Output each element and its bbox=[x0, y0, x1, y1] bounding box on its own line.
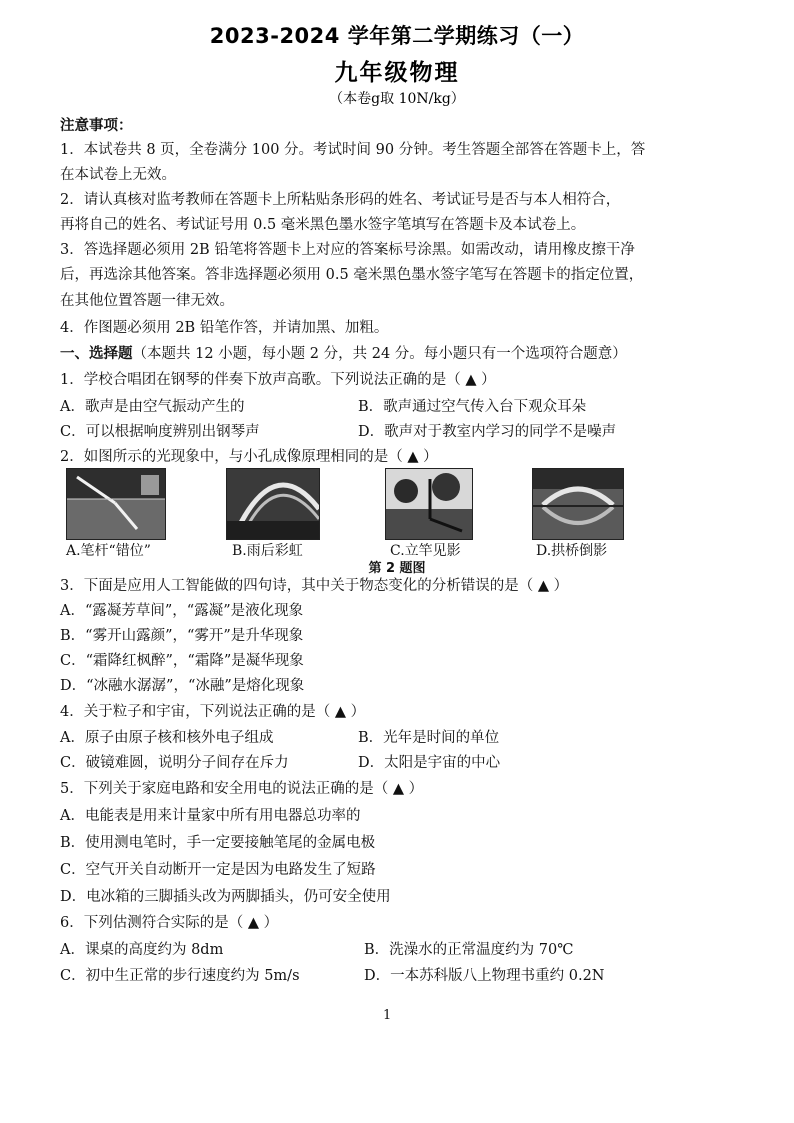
option-c: C．破镜难圆，说明分子间存在斥力 bbox=[60, 755, 289, 771]
figure-caption: A.笔杆“错位” bbox=[66, 543, 151, 559]
option-b: B．歌声通过空气传入台下观众耳朵 bbox=[358, 399, 587, 415]
option-d: D．太阳是宇宙的中心 bbox=[358, 755, 501, 771]
figure-rainbow bbox=[226, 468, 320, 540]
option-a: A．课桌的高度约为 8dm bbox=[60, 942, 224, 958]
figure-title: 第 2 题图 bbox=[368, 561, 426, 576]
question-stem: 4．关于粒子和宇宙，下列说法正确的是（ ▲ ） bbox=[60, 704, 366, 720]
option-a: A．歌声是由空气振动产生的 bbox=[60, 399, 245, 415]
exam-subject: 九年级物理 bbox=[334, 60, 460, 86]
option-c: C．空气开关自动断开一定是因为电路发生了短路 bbox=[60, 862, 376, 878]
notice-line: 4．作图题必须用 2B 铅笔作答，并请加黑、加粗。 bbox=[60, 320, 389, 336]
notice-heading: 注意事项： bbox=[60, 118, 133, 134]
option-a: A．原子由原子核和核外电子组成 bbox=[60, 730, 274, 746]
option-a: A．电能表是用来计量家中所有用电器总功率的 bbox=[60, 808, 361, 824]
page-number: 1 bbox=[383, 1008, 392, 1023]
option-c: C．可以根据响度辨别出钢琴声 bbox=[60, 424, 260, 440]
section-title: 一、选择题 bbox=[60, 346, 133, 362]
option-d: D．歌声对于教室内学习的同学不是噪声 bbox=[358, 424, 617, 440]
option-d: D．一本苏科版八上物理书重约 0.2N bbox=[364, 968, 605, 984]
notice-line: 2．请认真核对监考教师在答题卡上所粘贴条形码的姓名、考试证号是否与本人相符合， bbox=[60, 192, 621, 208]
question-stem: 1．学校合唱团在钢琴的伴奏下放声高歌。下列说法正确的是（ ▲ ） bbox=[60, 372, 496, 388]
figure-bridge-reflection bbox=[532, 468, 624, 540]
notice-line: 1．本试卷共 8 页，全卷满分 100 分。考试时间 90 分钟。考生答题全部答在答题卡上，答 bbox=[60, 142, 646, 158]
figure-caption: C.立竿见影 bbox=[390, 543, 461, 559]
section-desc: （本题共 12 小题，每小题 2 分，共 24 分。每小题只有一个选项符合题意） bbox=[132, 346, 627, 362]
figure-caption: D.拱桥倒影 bbox=[536, 543, 608, 559]
option-d: D．“冰融水潺潺”，“冰融”是熔化现象 bbox=[60, 678, 305, 694]
notice-line: 3．答选择题必须用 2B 铅笔将答题卡上对应的答案标号涂黑。如需改动，请用橡皮擦干净 bbox=[60, 242, 635, 258]
option-b: B．光年是时间的单位 bbox=[358, 730, 500, 746]
notice-line: 在本试卷上无效。 bbox=[60, 167, 176, 183]
option-c: C．初中生正常的步行速度约为 5m/s bbox=[60, 968, 300, 984]
option-b: B．使用测电笔时，手一定要接触笔尾的金属电极 bbox=[60, 835, 376, 851]
question-stem: 3．下面是应用人工智能做的四句诗，其中关于物态变化的分析错误的是（ ▲ ） bbox=[60, 578, 569, 594]
question-stem: 5．下列关于家庭电路和安全用电的说法正确的是（ ▲ ） bbox=[60, 781, 424, 797]
option-d: D．电冰箱的三脚插头改为两脚插头，仍可安全使用 bbox=[60, 889, 391, 905]
option-b: B．“雾开山露颜”，“雾开”是升华现象 bbox=[60, 628, 304, 644]
option-b: B．洗澡水的正常温度约为 70℃ bbox=[364, 942, 574, 958]
exam-note-g: （本卷g取 10N/kg） bbox=[329, 91, 465, 107]
figure-caption: B.雨后彩虹 bbox=[232, 543, 303, 559]
option-a: A．“露凝芳草间”，“露凝”是液化现象 bbox=[60, 603, 304, 619]
option-c: C．“霜降红枫醉”，“霜降”是凝华现象 bbox=[60, 653, 304, 669]
section-heading bbox=[60, 344, 627, 364]
figure-shadow-pole bbox=[385, 468, 473, 540]
notice-line: 后，再选涂其他答案。答非选择题必须用 0.5 毫米黑色墨水签字笔写在答题卡的指定位置， bbox=[60, 267, 644, 283]
notice-line: 在其他位置答题一律无效。 bbox=[60, 293, 234, 309]
question-stem: 2．如图所示的光现象中，与小孔成像原理相同的是（ ▲ ） bbox=[60, 449, 438, 465]
exam-title: 2023-2024 学年第二学期练习（一） bbox=[209, 24, 585, 48]
notice-line: 再将自己的姓名、考试证号用 0.5 毫米黑色墨水签字笔填写在答题卡及本试卷上。 bbox=[60, 217, 586, 233]
question-stem: 6．下列估测符合实际的是（ ▲ ） bbox=[60, 915, 279, 931]
figure-pen-in-water bbox=[66, 468, 166, 540]
